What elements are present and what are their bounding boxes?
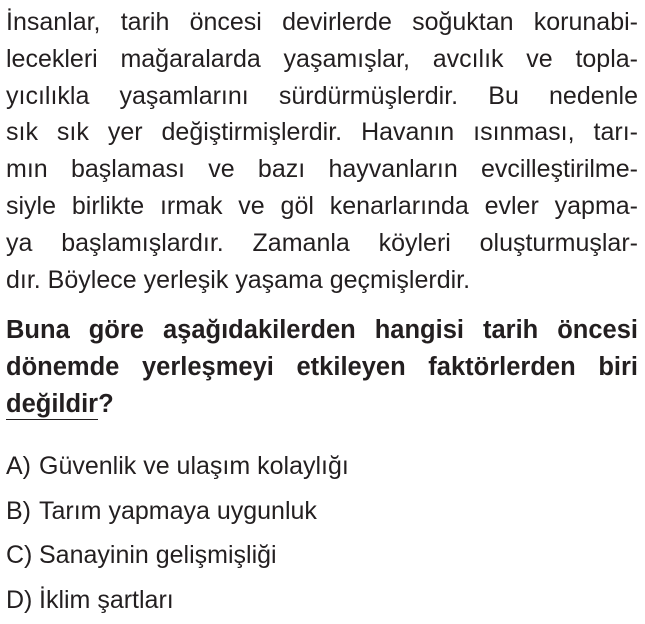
negative-keyword: değildir xyxy=(6,390,99,418)
question-mark: ? xyxy=(98,390,114,418)
passage-line: yıcılıkla yaşamlarını sürdürmüşlerdir. Bu nedenle xyxy=(6,81,638,110)
passage-line: dır. Böylece yerleşik yaşama geçmişlerdir. xyxy=(6,265,471,294)
answer-options xyxy=(6,444,638,622)
passage-line: siyle birlikte ırmak ve göl kenarlarında evler yapma- xyxy=(6,191,638,220)
option-letter: A) xyxy=(6,452,31,480)
passage-line: mın başlaması ve bazı hayvanların evcilleştirilme- xyxy=(6,155,638,184)
question-line xyxy=(6,386,638,423)
option-text: İklim şartları xyxy=(39,585,174,614)
option-d[interactable] xyxy=(6,578,638,623)
option-b[interactable] xyxy=(6,489,638,534)
passage-line: lecekleri mağaralarda yaşamışlar, avcılık ve topla- xyxy=(6,44,638,73)
option-text: Güvenlik ve ulaşım kolaylığı xyxy=(39,452,349,480)
option-c[interactable] xyxy=(6,533,638,578)
passage-line: İnsanlar, tarih öncesi devirlerde soğuktan korunabi- xyxy=(6,8,638,36)
question-line: Buna göre aşağıdakilerden hangisi tarih öncesi xyxy=(6,316,638,344)
option-letter: B) xyxy=(6,496,31,525)
option-letter: D) xyxy=(6,585,33,614)
option-a[interactable] xyxy=(6,444,638,489)
question-stem xyxy=(6,312,638,423)
option-text: Sanayinin gelişmişliği xyxy=(39,541,277,570)
passage-text xyxy=(6,4,638,298)
question-line: dönemde yerleşmeyi etkileyen faktörlerden biri xyxy=(6,353,638,381)
passage-line: sık sık yer değiştirmişlerdir. Havanın ısınması, tarı- xyxy=(6,118,638,147)
option-letter: C) xyxy=(6,541,33,570)
option-text: Tarım yapmaya uygunluk xyxy=(39,496,317,525)
passage-line: ya başlamışlardır. Zamanla köyleri oluşturmuşlar- xyxy=(6,228,638,257)
